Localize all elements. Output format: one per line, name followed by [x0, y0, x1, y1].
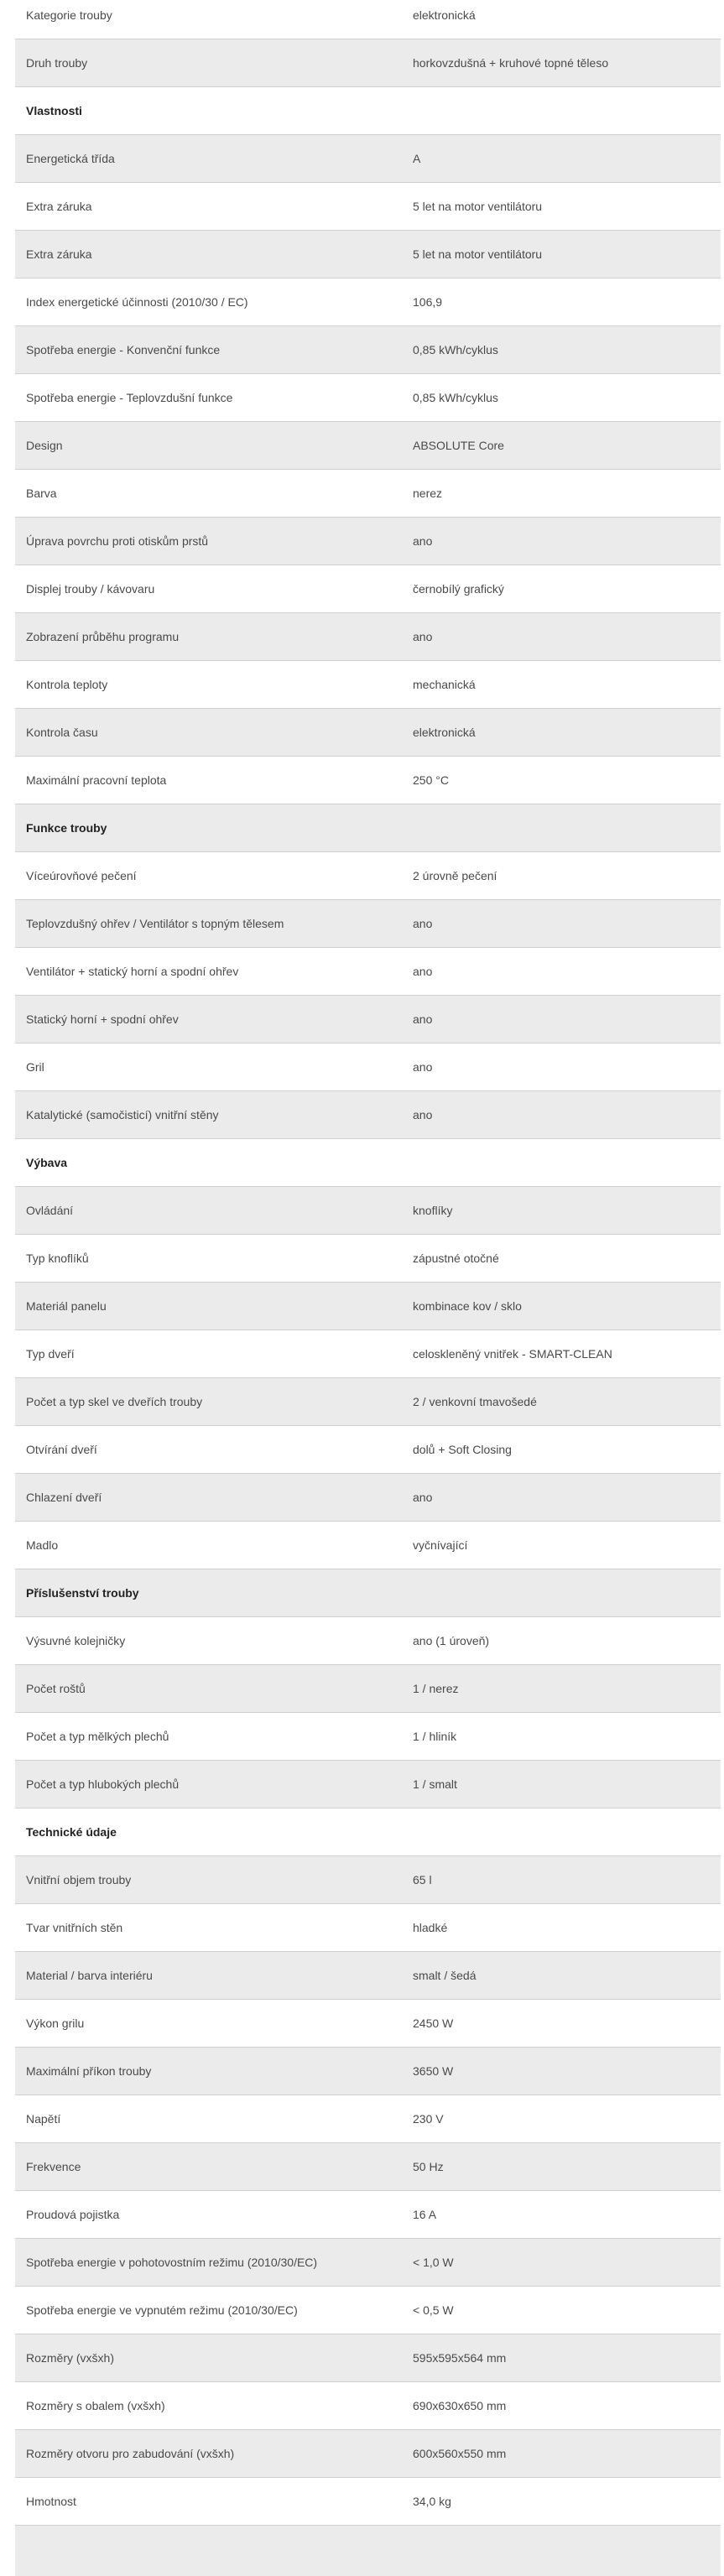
- spec-row: [15, 2382, 721, 2430]
- spec-value: knoflíky: [413, 1204, 453, 1217]
- spec-value: elektronická: [413, 726, 476, 739]
- spec-row: [15, 1091, 721, 1139]
- spec-value: 5 let na motor ventilátoru: [413, 200, 543, 213]
- spec-row: [15, 183, 721, 231]
- spec-value: 1 / nerez: [413, 1682, 459, 1695]
- spec-value: 1 / hliník: [413, 1730, 457, 1743]
- spec-value: 2 / venkovní tmavošedé: [413, 1395, 537, 1408]
- spec-row: [15, 709, 721, 757]
- spec-value: kombinace kov / sklo: [413, 1299, 522, 1313]
- section-title: Technické údaje: [26, 1825, 117, 1839]
- spec-label: Otvírání dveří: [26, 1443, 97, 1456]
- spec-row: [15, 2095, 721, 2143]
- spec-label: Ventilátor + statický horní a spodní ohřev: [26, 965, 239, 978]
- spec-row: [15, 757, 721, 804]
- spec-row: [15, 374, 721, 422]
- spec-label: Extra záruka: [26, 200, 92, 213]
- spec-value: mechanická: [413, 678, 476, 691]
- spec-label: Výsuvné kolejničky: [26, 1634, 126, 1647]
- spec-value: 50 Hz: [413, 2160, 444, 2173]
- spec-row: [15, 1761, 721, 1808]
- spec-label: Frekvence: [26, 2160, 81, 2173]
- spec-label: Gril: [26, 1060, 44, 1074]
- spec-value: ano: [413, 1108, 433, 1121]
- section-title: Vlastnosti: [26, 104, 82, 117]
- spec-value: 0,85 kWh/cyklus: [413, 343, 498, 356]
- spec-row: [15, 231, 721, 278]
- spec-label: Počet a typ hlubokých plechů: [26, 1777, 180, 1791]
- spec-row: [15, 1617, 721, 1665]
- spec-label: Teplovzdušný ohřev / Ventilátor s topným tělesem: [26, 917, 284, 930]
- spec-value: hladké: [413, 1921, 448, 1934]
- spec-row: [15, 1330, 721, 1378]
- spec-row: [15, 1474, 721, 1522]
- spec-value: 2 úrovně pečení: [413, 869, 497, 882]
- spec-label: Material / barva interiéru: [26, 1969, 153, 1982]
- spec-row: [15, 0, 721, 39]
- spec-row: [15, 2478, 721, 2526]
- spec-value: ano: [413, 1012, 433, 1026]
- section-title: Funkce trouby: [26, 821, 107, 835]
- spec-row: [15, 661, 721, 709]
- spec-row: [15, 2143, 721, 2191]
- spec-row: [15, 422, 721, 470]
- spec-value: ABSOLUTE Core: [413, 439, 504, 452]
- spec-row: [15, 2287, 721, 2334]
- spec-label: Výkon grilu: [26, 2017, 85, 2030]
- spec-label: Vnitřní objem trouby: [26, 1873, 132, 1886]
- spec-row: [15, 2334, 721, 2382]
- spec-value: 0,85 kWh/cyklus: [413, 391, 498, 404]
- spec-label: Napětí: [26, 2112, 61, 2126]
- spec-row: [15, 2048, 721, 2095]
- spec-label: Proudová pojistka: [26, 2208, 120, 2221]
- spec-label: Chlazení dveří: [26, 1491, 102, 1504]
- spec-value: < 0,5 W: [413, 2303, 454, 2317]
- spec-label: Extra záruka: [26, 247, 92, 261]
- section-title: Příslušenství trouby: [26, 1586, 139, 1600]
- section-header-row: [15, 1139, 721, 1187]
- section-header-row: [15, 87, 721, 135]
- spec-row: [15, 1856, 721, 1904]
- spec-label: Index energetické účinnosti (2010/30 / EC): [26, 295, 248, 309]
- spec-row: [15, 135, 721, 183]
- spec-label: Kontrola teploty: [26, 678, 108, 691]
- spec-value: 230 V: [413, 2112, 444, 2126]
- spec-row: [15, 1713, 721, 1761]
- spec-label: Energetická třída: [26, 152, 115, 165]
- spec-value: černobílý grafický: [413, 582, 504, 596]
- section-header-row: [15, 1808, 721, 1856]
- spec-label: Počet a typ mělkých plechů: [26, 1730, 169, 1743]
- spec-label: Tvar vnitřních stěn: [26, 1921, 123, 1934]
- spec-value: dolů + Soft Closing: [413, 1443, 512, 1456]
- spec-value: 3650 W: [413, 2064, 454, 2078]
- spec-row: [15, 996, 721, 1043]
- spec-value: vyčnívající: [413, 1538, 468, 1552]
- section-header-row: [15, 1569, 721, 1617]
- spec-label: Hmotnost: [26, 2495, 76, 2508]
- spec-row: [15, 1665, 721, 1713]
- spec-row: [15, 613, 721, 661]
- spec-row: [15, 39, 721, 87]
- spec-label: Počet a typ skel ve dveřích trouby: [26, 1395, 203, 1408]
- spec-row: [15, 1043, 721, 1091]
- section-title: Výbava: [26, 1156, 68, 1169]
- spec-label: Kontrola času: [26, 726, 98, 739]
- spec-row: [15, 2191, 721, 2239]
- spec-row: [15, 470, 721, 518]
- spec-value: nerez: [413, 487, 443, 500]
- spec-row: [15, 2000, 721, 2048]
- spec-label: Spotřeba energie ve vypnutém režimu (2010/30/EC): [26, 2303, 298, 2317]
- spec-row: [15, 900, 721, 948]
- spec-value: 16 A: [413, 2208, 437, 2221]
- spec-value: A: [413, 152, 421, 165]
- spec-row: [15, 948, 721, 996]
- spec-label: Ovládání: [26, 1204, 74, 1217]
- section-header-row: [15, 804, 721, 852]
- spec-value: ano: [413, 1491, 433, 1504]
- spec-label: Typ knoflíků: [26, 1252, 89, 1265]
- spec-row: [15, 852, 721, 900]
- spec-label: Materiál panelu: [26, 1299, 107, 1313]
- spec-value: celoskleněný vnitřek - SMART-CLEAN: [413, 1347, 612, 1361]
- spec-value: elektronická: [413, 8, 476, 22]
- spec-value: 250 °C: [413, 773, 449, 787]
- spec-label: Typ dveří: [26, 1347, 75, 1361]
- spec-value: ano: [413, 630, 433, 643]
- spec-label: Maximální pracovní teplota: [26, 773, 167, 787]
- spec-value: ano: [413, 965, 433, 978]
- spec-value: 600x560x550 mm: [413, 2447, 507, 2460]
- spec-value: 5 let na motor ventilátoru: [413, 247, 543, 261]
- spec-value: 106,9: [413, 295, 443, 309]
- spec-value: smalt / šedá: [413, 1969, 477, 1982]
- spec-value: horkovzdušná + kruhové topné těleso: [413, 56, 609, 70]
- spec-value: 65 l: [413, 1873, 432, 1886]
- spec-value: 595x595x564 mm: [413, 2351, 507, 2365]
- spec-label: Rozměry (vxšxh): [26, 2351, 115, 2365]
- spec-row: [15, 1426, 721, 1474]
- spec-value: ano (1 úroveň): [413, 1634, 490, 1647]
- spec-value: < 1,0 W: [413, 2256, 454, 2269]
- spec-label: Počet roštů: [26, 1682, 86, 1695]
- spec-row: [15, 565, 721, 613]
- spec-label: Spotřeba energie v pohotovostním režimu (2010/30/EC): [26, 2256, 318, 2269]
- spec-label: Úprava povrchu proti otiskům prstů: [26, 534, 209, 548]
- spec-label: Madlo: [26, 1538, 59, 1552]
- spec-row: [15, 518, 721, 565]
- spec-label: Rozměry s obalem (vxšxh): [26, 2399, 165, 2412]
- spec-label: Displej trouby / kávovaru: [26, 582, 155, 596]
- spec-row: [15, 326, 721, 374]
- spec-value: ano: [413, 534, 433, 548]
- spec-label: Design: [26, 439, 63, 452]
- spec-value: 2450 W: [413, 2017, 454, 2030]
- spec-row: [15, 1283, 721, 1330]
- spec-label: Spotřeba energie - Teplovzdušní funkce: [26, 391, 233, 404]
- spec-row: [15, 1952, 721, 2000]
- spec-value: ano: [413, 917, 433, 930]
- spec-label: Statický horní + spodní ohřev: [26, 1012, 179, 1026]
- spec-label: Kategorie trouby: [26, 8, 112, 22]
- table-footer-row: [15, 2526, 721, 2576]
- spec-row: [15, 1187, 721, 1235]
- spec-row: [15, 1378, 721, 1426]
- spec-value: 34,0 kg: [413, 2495, 451, 2508]
- spec-row: [15, 2239, 721, 2287]
- spec-label: Rozměry otvoru pro zabudování (vxšxh): [26, 2447, 235, 2460]
- spec-label: Maximální příkon trouby: [26, 2064, 152, 2078]
- spec-label: Víceúrovňové pečení: [26, 869, 137, 882]
- spec-value: ano: [413, 1060, 433, 1074]
- spec-label: Druh trouby: [26, 56, 88, 70]
- spec-value: 690x630x650 mm: [413, 2399, 507, 2412]
- spec-value: 1 / smalt: [413, 1777, 457, 1791]
- spec-table: [15, 0, 721, 2576]
- spec-label: Spotřeba energie - Konvenční funkce: [26, 343, 221, 356]
- spec-row: [15, 1904, 721, 1952]
- spec-label: Katalytické (samočisticí) vnitřní stěny: [26, 1108, 219, 1121]
- spec-value: zápustné otočné: [413, 1252, 499, 1265]
- spec-row: [15, 2430, 721, 2478]
- spec-row: [15, 1522, 721, 1569]
- spec-label: Barva: [26, 487, 57, 500]
- spec-label: Zobrazení průběhu programu: [26, 630, 180, 643]
- spec-row: [15, 278, 721, 326]
- spec-row: [15, 1235, 721, 1283]
